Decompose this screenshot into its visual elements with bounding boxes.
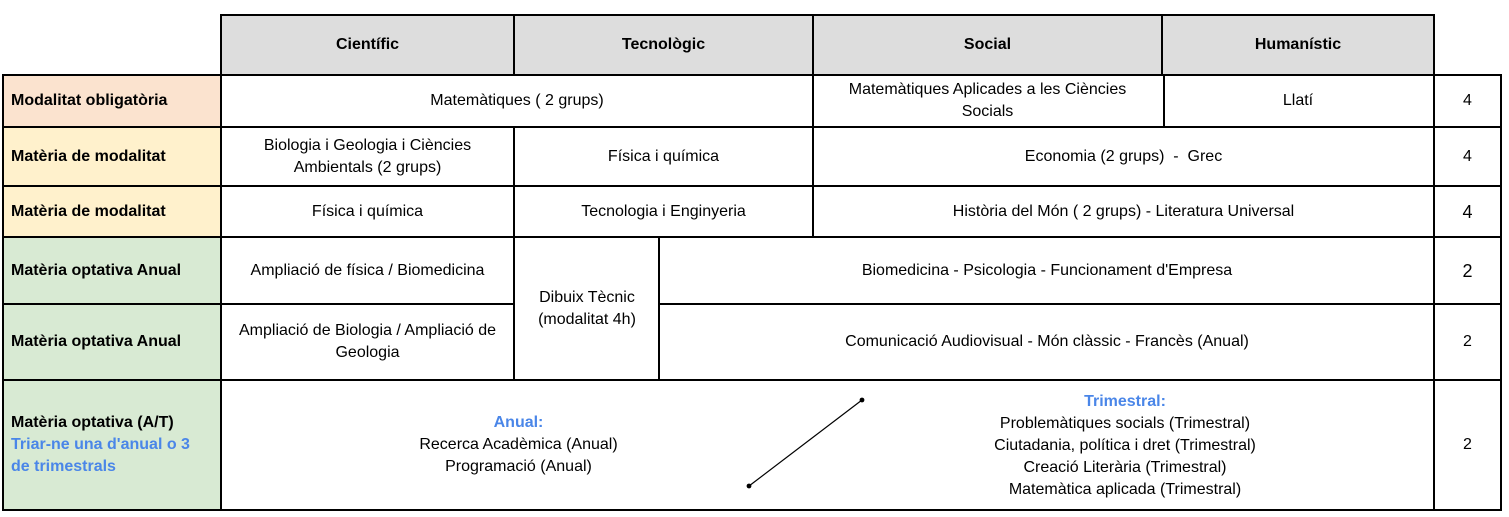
cell-dibuix-tecnic [514, 237, 660, 380]
header-tecnologic: Tecnològic [514, 15, 813, 75]
grid-line-h-5b [659, 303, 1502, 305]
optativa-at-note: Triar-ne una d'anual o 3 de trimestrals [11, 436, 190, 475]
diagonal-connector [740, 393, 870, 493]
hours-row-6: 2 [1463, 436, 1472, 453]
cell-matematiques-aplicades: Matemàtiques Aplicades a les Ciències Socials [848, 81, 1127, 120]
row-label-modalitat-obligatoria: Modalitat obligatòria [3, 75, 221, 127]
cell-biologia-geologia: Biologia i Geologia i Ciències Ambientals (2 grups) [263, 136, 472, 176]
anual-title: Anual: [493, 414, 544, 431]
grid-line-h-top [220, 14, 1435, 16]
cell-comunicacio-audiovisual: Comunicació Audiovisual - Món clàssic - Francès (Anual) [845, 333, 1249, 350]
cell-fisica-quimica-tec: Física i química [607, 147, 720, 165]
trimestral-title: Trimestral: [1084, 393, 1166, 410]
cell-llati: Llatí [1282, 92, 1314, 109]
cell-biomedicina-psicologia: Biomedicina - Psicologia - Funcionament d'Empresa [861, 261, 1233, 279]
trimestral-item-4: Matemàtica aplicada (Trimestral) [1008, 481, 1242, 498]
grid-line-v-right [1500, 74, 1502, 511]
grid-line-v-cie-tec-a [513, 14, 515, 76]
grid-line-v-soc-hum-a [1161, 14, 1163, 76]
header-cientific: Científic [221, 15, 514, 75]
connector-endpoint-top [860, 398, 865, 403]
hours-row-1: 4 [1463, 92, 1472, 109]
row-label-materia-modalitat-2: Matèria de modalitat [3, 186, 221, 237]
connector-line [749, 400, 862, 486]
connector-endpoint-bottom [747, 484, 752, 489]
hours-row-3: 4 [1462, 201, 1473, 222]
trimestral-block [950, 391, 1300, 501]
cell-tecnologia-enginyeria: Tecnologia i Enginyeria [581, 202, 746, 220]
hours-row-4: 2 [1462, 260, 1473, 281]
grid-line-v-soc-hum-b [1163, 74, 1165, 127]
trimestral-item-1: Problemàtiques socials (Trimestral) [999, 415, 1251, 432]
grid-line-v-dibuix [658, 236, 660, 381]
hours-row-2: 4 [1463, 147, 1472, 165]
grid-line-h-bottom [3, 509, 1502, 511]
grid-line-h-4 [3, 236, 1502, 238]
cell-ampliacio-biologia: Ampliació de Biologia / Ampliació de Geologia [238, 322, 497, 361]
optativa-at-title: Matèria optativa (A/T) [11, 414, 174, 431]
cell-historia-literatura: Història del Món ( 2 grups) - Literatura Universal [952, 202, 1295, 220]
hours-row-5: 2 [1463, 333, 1472, 350]
grid-line-h-1 [3, 74, 1502, 76]
row-label-optativa-at [3, 380, 221, 510]
row-label-materia-modalitat-1: Matèria de modalitat [3, 127, 221, 186]
cell-matematiques: Matemàtiques ( 2 grups) [430, 92, 604, 109]
row-label-optativa-anual-2: Matèria optativa Anual [3, 304, 221, 380]
grid-line-h-2 [3, 126, 1502, 128]
cell-fisica-quimica-cie: Física i química [311, 202, 424, 220]
trimestral-item-3: Creació Literària (Trimestral) [1023, 459, 1227, 476]
anual-item-2: Programació (Anual) [445, 458, 592, 475]
grid-line-v-label [220, 14, 222, 511]
header-social: Social [813, 15, 1162, 75]
grid-line-v-cie-tec-b [513, 126, 515, 381]
trimestral-item-2: Ciutadania, política i dret (Trimestral) [994, 437, 1256, 454]
anual-item-1: Recerca Acadèmica (Anual) [419, 436, 618, 453]
anual-block [366, 412, 671, 478]
dibuix-line-1: Dibuix Tècnic [539, 288, 635, 306]
grid-line-v-tec-soc [812, 14, 814, 237]
grid-line-h-3 [3, 185, 1502, 187]
grid-line-v-left [2, 74, 4, 511]
grid-line-h-6 [3, 379, 1502, 381]
grid-line-h-5a [3, 303, 515, 305]
cell-economia-grec: Economia (2 grups) - Grec [1024, 147, 1223, 165]
cell-ampliacio-fisica: Ampliació de física / Biomedicina [250, 261, 485, 279]
row-label-optativa-anual-1: Matèria optativa Anual [3, 237, 221, 304]
grid-line-v-hours [1433, 14, 1435, 511]
dibuix-line-2: (modalitat 4h) [538, 310, 636, 328]
header-humanistic: Humanístic [1162, 15, 1434, 75]
